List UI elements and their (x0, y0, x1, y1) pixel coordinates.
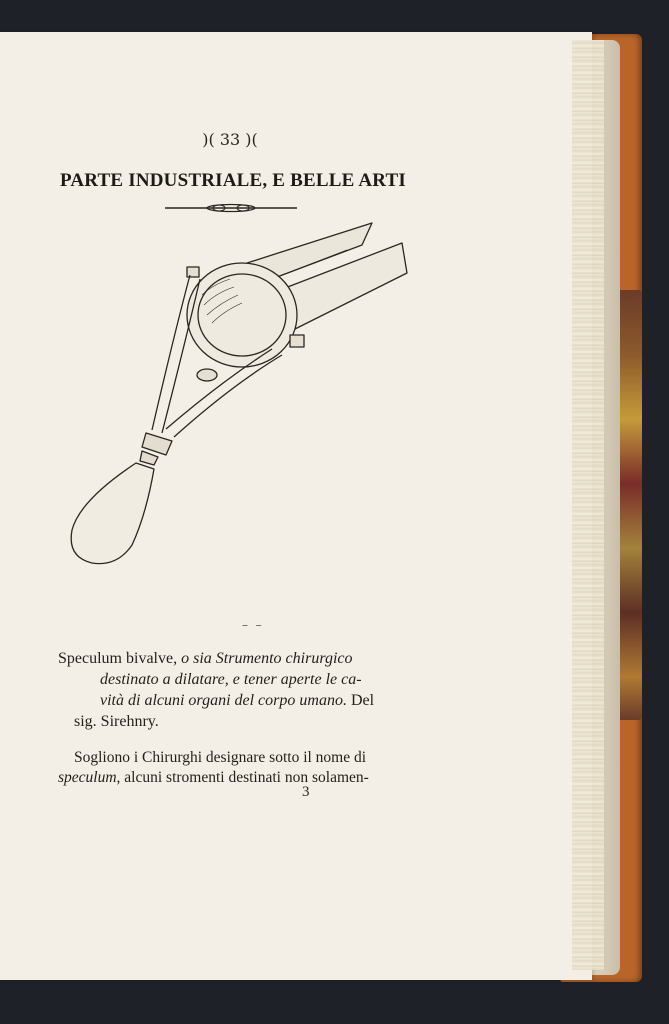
caption-author: sig. Sirehnry. (74, 713, 159, 730)
separator-dashes: – – (242, 618, 262, 632)
caption-italic-2: destinato a dilatare, e tener aperte le ca- (100, 671, 362, 688)
body-line-2: , alcuni stromenti destinati non solamen- (116, 769, 369, 786)
caption-italic-1: o sia Strumento chirurgico (181, 650, 353, 667)
body-paragraph (58, 748, 418, 788)
caption-title: Speculum bivalve, (58, 650, 182, 667)
body-line-1: Sogliono i Chirurghi designare sotto il nome di (74, 749, 367, 766)
caption-del: Del (346, 692, 375, 709)
section-heading: PARTE INDUSTRIALE, E BELLE ARTI (59, 170, 407, 191)
caption-italic-3: vità di alcuni organi del corpo umano. (100, 692, 347, 709)
figure-caption (58, 648, 418, 732)
signature-mark: 3 (302, 784, 310, 800)
speculum-illustration (62, 215, 412, 570)
page-number: )( 33 )( (202, 130, 258, 149)
ornament-divider (165, 203, 297, 213)
deckled-page-edges (572, 40, 604, 970)
body-italic-speculum: speculum (58, 769, 117, 786)
